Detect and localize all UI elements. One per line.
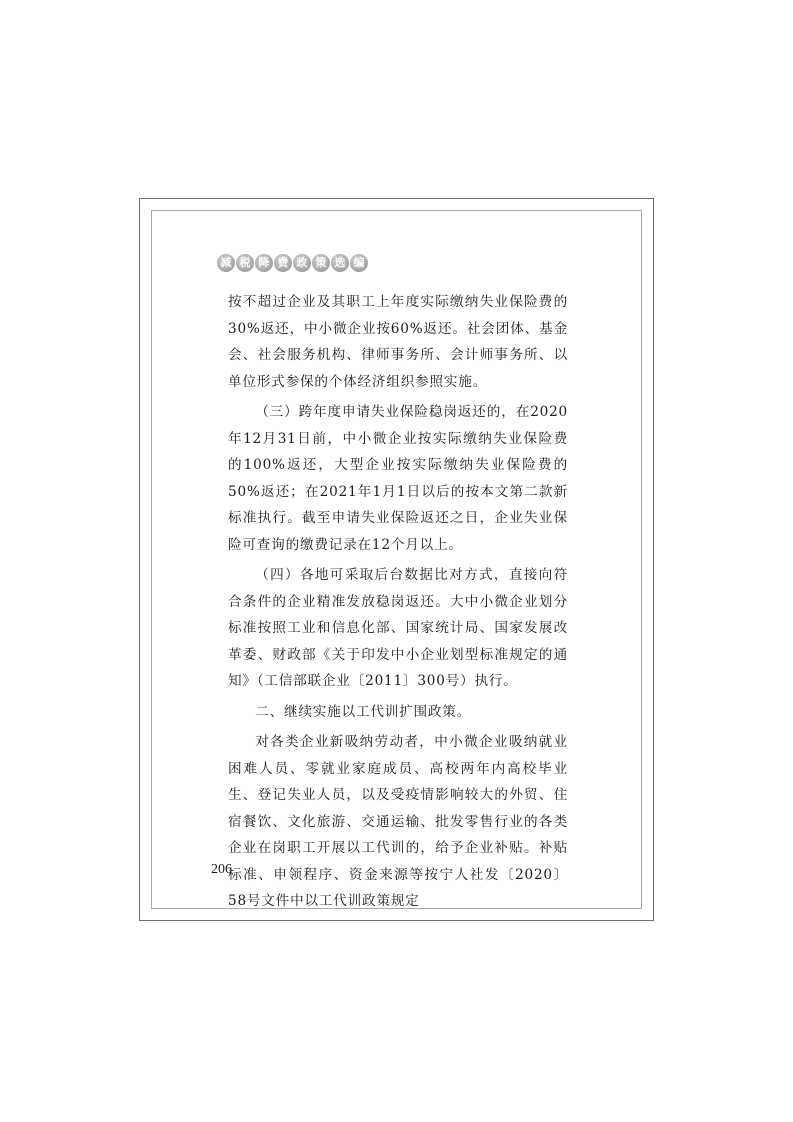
- header-char-7: 选: [331, 254, 349, 272]
- page-number: 206: [211, 862, 232, 877]
- header-char-3: 降: [255, 254, 273, 272]
- paragraph-item-3: （三）跨年度申请失业保险稳岗返还的，在2020年12月31日前，中小微企业按实际缴纳失业保险费的100%返还，大型企业按实际缴纳失业保险费的50%返还；在2021年1月1日以后的按本文第二款新标准执行。截至申请失业保险返还之日，企业失业保险可查询的缴费记录在12个月以上。: [228, 404, 568, 553]
- header-char-6: 策: [312, 254, 330, 272]
- running-header: [217, 254, 368, 272]
- section-heading-2: 二、继续实施以工代训扩围政策。: [255, 703, 472, 720]
- header-char-1: 减: [217, 254, 235, 272]
- paragraph-continued: 按不超过企业及其职工上年度实际缴纳失业保险费的30%返还，中小微企业按60%返还。社会团体、基金会、社会服务机构、律师事务所、会计师事务所、以单位形式参保的个体经济组织参照实施。: [228, 294, 568, 390]
- header-char-5: 政: [293, 254, 311, 272]
- header-char-2: 税: [236, 254, 254, 272]
- paragraph-item-4: （四）各地可采取后台数据比对方式，直接向符合条件的企业精准发放稳岗返还。大中小微企业划分标准按照工业和信息化部、国家统计局、国家发展改革委、财政部《关于印发中小企业划型标准规定的通知》（工信部联企业〔2011〕300号）执行。: [228, 567, 568, 689]
- body-text: [228, 289, 568, 915]
- paragraph-section-2: 对各类企业新吸纳劳动者，中小微企业吸纳就业困难人员、零就业家庭成员、高校两年内高校毕业生、登记失业人员，以及受疫情影响较大的外贸、住宿餐饮、文化旅游、交通运输、批发零售行业的各类企业在岗职工开展以工代训的，给予企业补贴。补贴标准、申领程序、资金来源等按宁人社发〔2020〕58号文件中以工代训政策规定: [228, 734, 568, 909]
- header-char-8: 编: [350, 254, 368, 272]
- header-char-4: 费: [274, 254, 292, 272]
